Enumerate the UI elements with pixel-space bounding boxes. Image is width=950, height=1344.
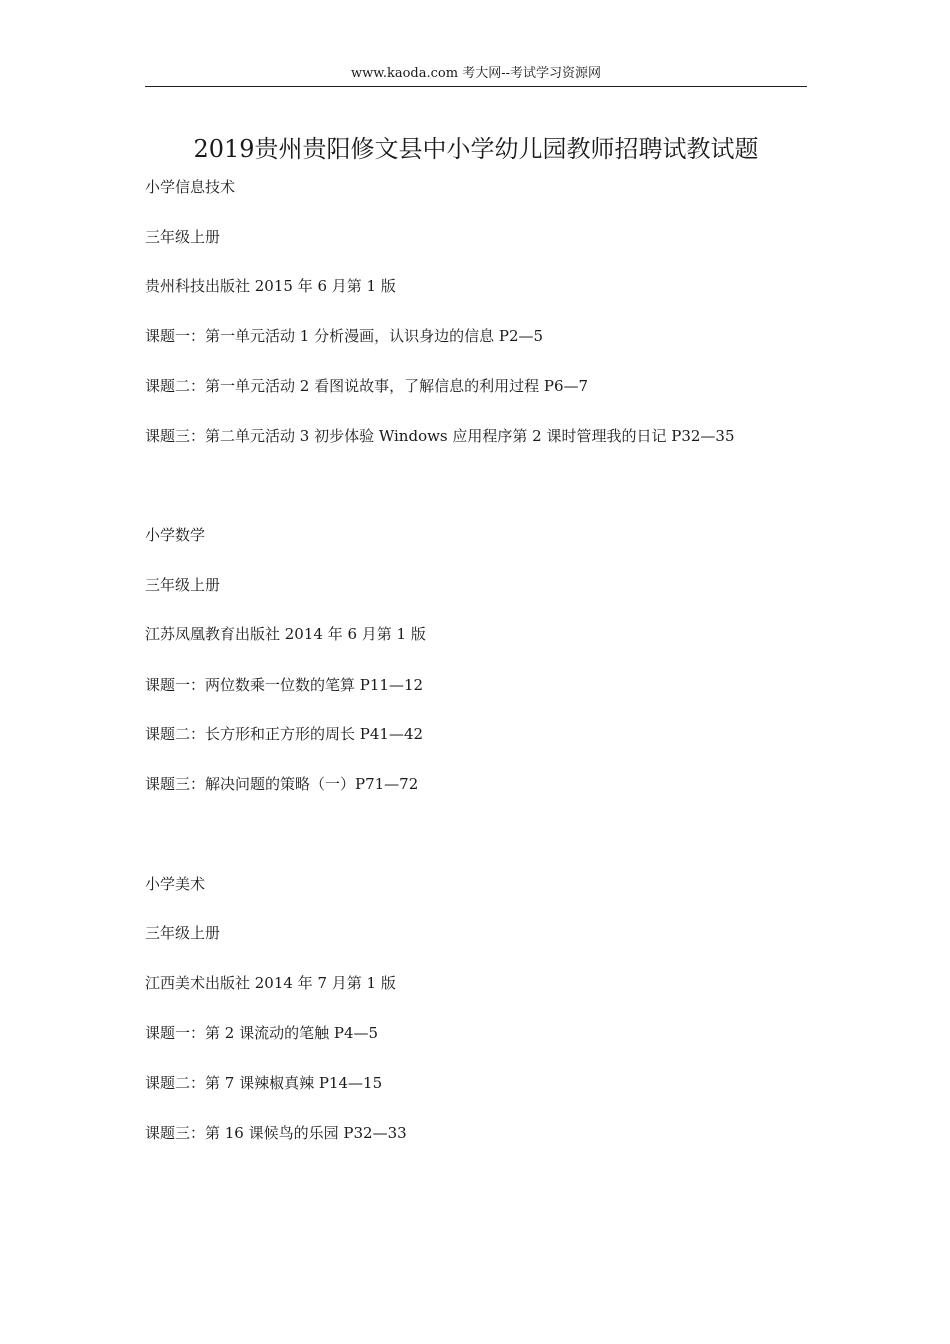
topic-item: 课题三：解决问题的策略（一）P71—72	[145, 775, 419, 793]
section-subject: 小学数学	[145, 526, 206, 544]
section-publisher: 江苏凤凰教育出版社 2014 年 6 月第 1 版	[145, 625, 426, 643]
topic-item: 课题一：第 2 课流动的笔触 P4—5	[145, 1024, 379, 1042]
section-subject: 小学信息技术	[145, 178, 236, 196]
document-title: 2019贵州贵阳修文县中小学幼儿园教师招聘试教试题	[193, 135, 759, 163]
section-subject: 小学美术	[145, 875, 206, 893]
topic-item: 课题一：第一单元活动 1 分析漫画，认识身边的信息 P2—5	[145, 327, 544, 345]
section-grade: 三年级上册	[145, 576, 221, 594]
section-publisher: 贵州科技出版社 2015 年 6 月第 1 版	[145, 277, 396, 295]
section-grade: 三年级上册	[145, 228, 221, 246]
page-header: www.kaoda.com 考大网--考试学习资源网	[145, 64, 807, 87]
topic-item: 课题二：第一单元活动 2 看图说故事，了解信息的利用过程 P6—7	[145, 377, 589, 395]
section-publisher: 江西美术出版社 2014 年 7 月第 1 版	[145, 974, 396, 992]
topic-item: 课题一：两位数乘一位数的笔算 P11—12	[145, 676, 424, 694]
section-grade: 三年级上册	[145, 924, 221, 942]
topic-item: 课题二：第 7 课辣椒真辣 P14—15	[145, 1074, 383, 1092]
topic-item: 课题二：长方形和正方形的周长 P41—42	[145, 725, 424, 743]
topic-item: 课题三：第 16 课候鸟的乐园 P32—33	[145, 1124, 407, 1142]
topic-item: 课题三：第二单元活动 3 初步体验 Windows 应用程序第 2 课时管理我的日记 P32—35	[145, 427, 735, 445]
